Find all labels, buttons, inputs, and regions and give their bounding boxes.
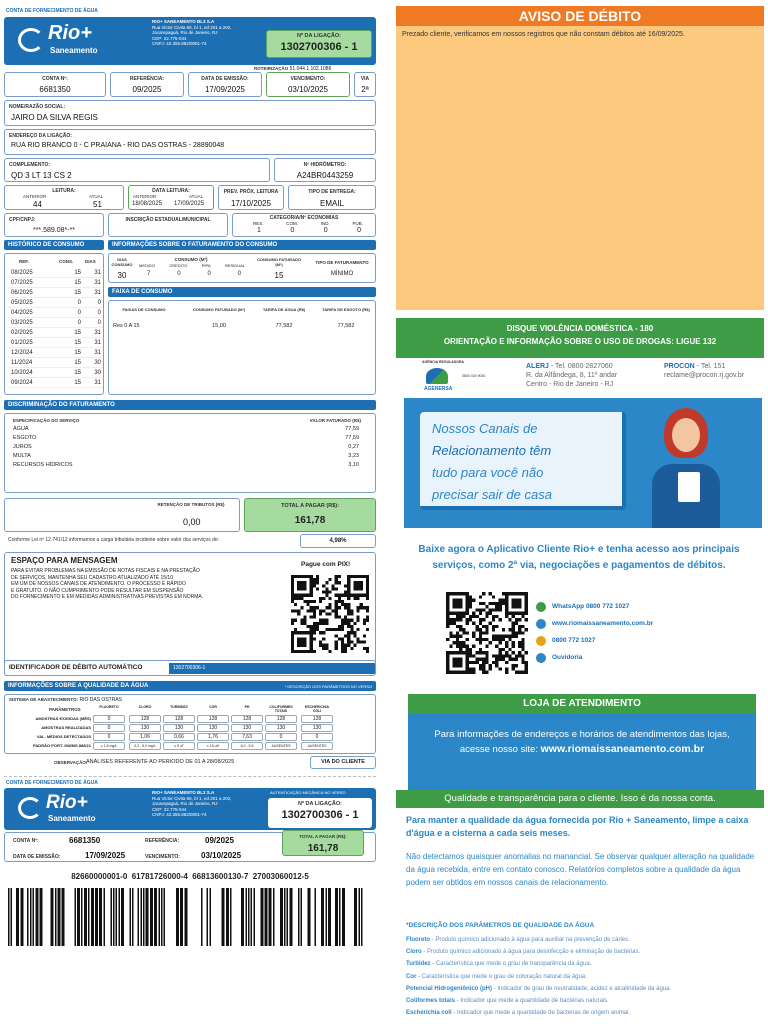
param-item: Cloro - Produto químico adicionado à água para desinfecção e eliminação de bactérias.	[406, 949, 641, 956]
transparencia-bar: Qualidade e transparência para o cliente. Isso é da nossa conta.	[396, 790, 764, 808]
historico-row: 04/2025 0 0	[7, 308, 103, 318]
chat-icon	[536, 653, 546, 663]
logo-swirl-icon	[18, 28, 44, 52]
qualidade-cell: ≤ 15 uH	[197, 742, 229, 750]
qualidade-cell: ≤ 5 uT	[163, 742, 195, 750]
transparencia-body: Não detectamos quaisquer anomalias no manancial. Se observar qualquer alteração na qualidade da água recebida, entre em contato conosco. Relatórios completos sobre a qualidade da água podem ser obtidos em nossos canais de relacionamento.	[406, 852, 755, 887]
contact-item[interactable]: WhatsApp 0800 772 1027	[536, 598, 756, 615]
lei-pct-box: 4,98%	[300, 534, 376, 548]
lei-text: Conforme Lei nº 12.741/12 informamos a carga tributária incidente sobre valor dos serviços de:	[8, 537, 220, 543]
stub-top-label: CONTA DE FORNECIMENTO DE ÁGUA	[6, 780, 98, 786]
loja-box: LOJA DE ATENDIMENTO Para informações de endereços e horários de atendimentos das lojas, acesse nosso site: www.riomaissaneamento.com.br	[408, 694, 756, 790]
qualidade-cell: 0,66	[163, 733, 195, 741]
historico-row: 08/2025 15 31	[7, 268, 103, 278]
qualidade-col-header: CLORO	[138, 705, 152, 709]
qualidade-cell: AUSENTES	[265, 742, 297, 750]
barcode-digits: 82660000001-0 61781726000-4 66813600130-7 27003060012-5	[71, 872, 309, 881]
ligacao-box: Nº DA LIGAÇÃO: 1302700306 - 1	[266, 30, 372, 58]
stub-total-box: TOTAL A PAGAR (R$): 161,78	[282, 830, 364, 856]
barcode	[8, 888, 372, 946]
brand-name: Rio+	[48, 22, 92, 44]
nome-box: NOME/RAZÃO SOCIAL: JAIRO DA SILVA REGIS	[4, 100, 376, 126]
discriminacao-row: RECURSOS HÍDRICOS 3,10	[13, 462, 359, 468]
qualidade-row-label: AMOSTRAS REALIZADAS	[41, 725, 91, 730]
inscricao-box: INSCRIÇÃO ESTADUAL/MUNICIPAL	[108, 213, 228, 237]
param-item: Potencial Hidrogeniônico (pH) - Indicador de grau de neutralidade, acidez e alcalinidade da água.	[406, 985, 672, 992]
aviso-text: Prezado cliente, verificamos em nossos registros que não constam débitos até 16/09/2025.	[402, 31, 685, 38]
alerj-info: ALERJ - Tel. 0800 2827060 R. da Alfândega, 8, 11º andar Centro - Rio de Janeiro - RJ	[526, 363, 618, 388]
qualidade-cell: 130	[163, 724, 195, 732]
stub-details: CONTA Nº: 6681350 REFERÊNCIA: 09/2025 DATA DE EMISSÃO: 17/09/2025 VENCIMENTO: 03/10/2025	[4, 832, 376, 862]
agenersa-mark-icon	[426, 368, 448, 384]
disque-banner: DISQUE VIOLÊNCIA DOMÉSTICA - 180 ORIENTAÇÃO E INFORMAÇÃO SOBRE O USO DE DROGAS: LIGUE 132	[396, 318, 764, 358]
params-list	[406, 934, 762, 1019]
mensagem-box: ESPAÇO PARA MENSAGEM Pague com PIX! PARA EVITAR PROBLEMAS NA EMISSÃO DE NOTAS FISCAIS E NA PRESTAÇÃO DE SERVIÇOS, MANTENHA SEU CADASTRO ATUALIZADO ATÉ 15/10 EM UM DE NOSSOS CANAIS DE ATENDIMENTO. O PROCESSO É RÁPIDO E GRATUITO. O NÃO CUMPRIMENTO PODE RESULTAR EM SUSPENSÃO DO FORNECIMENTO E EM MEDIDAS ADMINISTRATIVAS PREVISTAS EM NORMA.	[4, 552, 376, 676]
observacao: OBSERVAÇÃO: ANÁLISES REFERENTE AO PERIODO DE 01 A 28/08/2025 VIA DO CLIENTE	[4, 756, 376, 770]
qualidade-cell: 130	[301, 724, 333, 732]
stub-auth-label: AUTENTICAÇÃO MECÂNICA NO VERSO	[270, 790, 346, 795]
qualidade-row-label: VAL. MÉDIOS DETECTADOS	[36, 734, 91, 739]
data-leitura-box: DATA LEITURA: ANTERIOR ATUAL 18/08/2025 17/09/2025	[128, 185, 214, 210]
discriminacao-row: JUROS 0,27	[13, 444, 359, 450]
leitura-box: LEITURA: ANTERIOR ATUAL 44 51	[4, 185, 124, 210]
globe-icon	[536, 619, 546, 629]
top-label: CONTA DE FORNECIMENTO DE ÁGUA	[6, 8, 98, 14]
qualidade-cell: 128	[301, 715, 333, 723]
faturamento-title: INFORMAÇÕES SOBRE O FATURAMENTO DO CONSUMO	[108, 240, 376, 250]
faixa-title: FAIXA DE CONSUMO	[108, 287, 376, 297]
qualidade-cell: 1,06	[129, 733, 161, 741]
qualidade-cell: 0	[265, 733, 297, 741]
emissao-box: DATA DE EMISSÃO: 17/09/2025	[188, 72, 262, 97]
aviso-box	[396, 6, 764, 310]
hidrometro-box: Nº HIDRÔMETRO: A24BR0443259	[274, 158, 376, 182]
qualidade-cell: 1,76	[197, 733, 229, 741]
qualidade-cell: 130	[231, 724, 263, 732]
debito-auto-label: IDENTIFICADOR DE DÉBITO AUTOMÁTICO 1302700306-1	[4, 660, 376, 676]
qualidade-cell: 128	[129, 715, 161, 723]
total-box: TOTAL A PAGAR (R$): 161,78	[244, 498, 376, 532]
discriminacao-table: ESPECIFICAÇÃO DO SERVIÇO VALOR FATURADO (R$) ÁGUA 77,59 ESGOTO 77,59 JUROS 0,27 MULTA 3,23 RECURSOS HÍDRICOS 3,10	[4, 413, 376, 493]
phone-icon	[536, 636, 546, 646]
historico-row: 02/2025 15 31	[7, 328, 103, 338]
loja-site-link[interactable]: www.riomaissaneamento.com.br	[540, 743, 705, 755]
historico-row: 01/2025 15 31	[7, 338, 103, 348]
historico-title: HISTÓRICO DE CONSUMO	[4, 240, 104, 250]
discriminacao-title: DISCRIMINAÇÃO DO FATURAMENTO	[4, 400, 376, 410]
param-item: Turbidez - Característica que mede o grau de transparência da água.	[406, 961, 592, 968]
contact-item[interactable]: 0800 772 1027	[536, 632, 756, 649]
via-box: VIA 2ª	[354, 72, 376, 97]
stub-ligacao-box: Nº DA LIGAÇÃO: 1302700306 - 1	[268, 798, 372, 828]
qualidade-cell: 128	[197, 715, 229, 723]
bill-right-column	[396, 6, 764, 1022]
qualidade-title: INFORMAÇÕES SOBRE A QUALIDADE DA ÁGUA * DESCRIÇÃO DOS PARÂMETROS NO VERSO	[4, 681, 376, 691]
faixa-table: FAIXAS DE CONSUMO CONSUMO FATURADO (M³) TARIFA DE ÁGUA (R$) TARIFA DE ESGOTO (R$) Res 0 A 15 15,00 77,582 77,582	[108, 300, 376, 395]
vencimento-box: VENCIMENTO: 03/10/2025	[266, 72, 350, 97]
qualidade-col-header: COR	[209, 705, 217, 709]
contact-item[interactable]: www.riomaissaneamento.com.br	[536, 615, 756, 632]
qualidade-cell: ≤ 1,5 mg/L	[93, 742, 125, 750]
roteirizacao: ROTEIRIZAÇÃO 51.044.1.102.1086	[254, 66, 332, 72]
qualidade-cell: 130	[265, 724, 297, 732]
param-item: Coliformes totais - Indicador que mede a quantidade de bactérias naturais.	[406, 998, 609, 1005]
qualidade-row-label: PADRÃO PORT. GM/MS 888/21	[33, 743, 91, 748]
prev-leitura-box: PREV. PRÓX. LEITURA 17/10/2025	[218, 185, 284, 210]
brand-sub: Saneamento	[50, 46, 98, 55]
qualidade-row-label: AMOSTRAS EXIGIDAS (MÊS)	[35, 716, 91, 721]
qualidade-cell: 0	[93, 715, 125, 723]
qualidade-table: SISTEMA DE ABASTECIMENTO: RIO DAS OSTRAS PARÂMETROS FLUORETO CLORO TURBIDEZ COR PH COLIFORMES TOTAIS ESCHERICHIA COLI AMOSTRAS EXIGIDAS (MÊS) 0 128 128 128 128 128 128 AMOSTRAS REALIZADAS 0 130 130 130 130 130 130 VAL. MÉDIOS DETECTADOS 0 1,06 0,66 1,76 7,63 0 0 PADRÃO PORT. GM/MS 888/21 ≤ 1,5 mg/L 0,2 - 5,0 mg/L ≤ 5 uT ≤ 15 uH 6,0 - 9,5 AUSENTES AUSENTES	[4, 694, 376, 754]
param-item: Fluoreto - Produto químico adicionado à água para auxiliar na prevenção de cáries.	[406, 937, 630, 943]
historico-row: 09/2024 15 31	[7, 378, 103, 388]
conta-box: CONTA Nº: 6681350	[4, 72, 106, 97]
cpf-box: CPF/CNPJ: ***.589.08*-**	[4, 213, 104, 237]
pix-qr-code[interactable]	[291, 575, 369, 653]
historico-row: 06/2025 15 31	[7, 288, 103, 298]
brand-logo	[16, 22, 146, 60]
transparencia-headline: Para manter a qualidade da água fornecida por Rio + Saneamento, limpe a caixa d'água e a cisterna a cada seis meses.	[406, 815, 749, 838]
qualidade-cell: 7,63	[231, 733, 263, 741]
qualidade-cell: 128	[231, 715, 263, 723]
referencia-box: REFERÊNCIA: 09/2025	[110, 72, 184, 97]
stub-logo-swirl-icon	[18, 797, 42, 819]
qualidade-col-header: PH	[244, 705, 250, 709]
canais-card: Nossos Canais de Relacionamento têm tudo para você não precisar sair de casa	[420, 412, 626, 510]
qualidade-cell: 0	[93, 724, 125, 732]
qualidade-cell: 0	[93, 733, 125, 741]
historico-row: 11/2024 15 30	[7, 358, 103, 368]
retencao-box: RETENÇÃO DE TRIBUTOS (R$) 0,00	[4, 498, 240, 532]
aviso-title: AVISO DE DÉBITO	[396, 6, 764, 26]
entrega-box: TIPO DE ENTREGA: EMAIL	[288, 185, 376, 210]
stub-company-info: RIO+ SANEAMENTO BL3 S.A Rua Victor Civita 66, bl 1, ed 201 a 202, Jacarepaguá, Rio de Janeiro, RJ CEP: 22.775-044 CNPJ: 42.355.882/0001-74	[152, 790, 232, 817]
historico-row: 07/2025 15 31	[7, 278, 103, 288]
bill-left-column	[4, 4, 376, 1022]
qualidade-cell: 128	[265, 715, 297, 723]
historico-row: 10/2024 15 30	[7, 368, 103, 378]
qualidade-col-header: ESCHERICHIA COLI	[304, 705, 330, 713]
cut-line	[4, 776, 376, 777]
discriminacao-row: ESGOTO 77,59	[13, 435, 359, 441]
historico-row: 03/2025 0 0	[7, 318, 103, 328]
qualidade-cell: 128	[163, 715, 195, 723]
app-text: Baixe agora o Aplicativo Cliente Rio+ e tenha acesso aos principais serviços, como 2ª via, negociações e pagamentos de débitos.	[418, 544, 740, 571]
contacts-list	[536, 598, 756, 666]
qualidade-cell: 6,0 - 9,5	[231, 742, 263, 750]
procon-info: PROCON - Tel. 151 reclame@procon.rj.gov.br	[664, 363, 745, 379]
qualidade-cell: 130	[197, 724, 229, 732]
qualidade-col-header: COLIFORMES TOTAIS	[269, 705, 293, 713]
attendant-illustration	[630, 404, 740, 528]
economias-box: CATEGORIA/Nº ECONOMIAS RES. COM. IND. PUB. 1 0 0 0	[232, 213, 376, 237]
param-item: Cor - Característica que mede o grau de coloração natural da água.	[406, 973, 587, 980]
contact-item[interactable]: Ouvidoria	[536, 649, 756, 666]
faturamento-info: DIAS CONSUMO 30 CONSUMO (M³) MEDIDO CREDITO PIPA RESIDUAL 7 0 0 0 CONSUMO FATURADO (M³) 15 TIPO DE FATURAMENTO MÍNIMO	[108, 253, 376, 283]
historico-row: 12/2024 15 31	[7, 348, 103, 358]
orgaos-panel	[396, 358, 764, 396]
qualidade-cell: 130	[129, 724, 161, 732]
app-qr-code[interactable]	[446, 592, 528, 674]
qualidade-col-header: TURBIDEZ	[170, 705, 188, 709]
historico-row: 05/2025 0 0	[7, 298, 103, 308]
complemento-box: COMPLEMENTO: QD 3 LT 13 CS 2	[4, 158, 270, 182]
stub-brand-logo: Rio+ Saneamento	[16, 792, 146, 826]
company-info: RIO+ SANEAMENTO BL3 S.A Rua Victor Civita 66, bl 1, ed 201 a 202, Jacarepaguá, Rio de Janeiro, RJ CEP: 22.775-044 CNPJ: 42.355.882/0001-74	[152, 19, 232, 46]
discriminacao-row: ÁGUA 77,59	[13, 426, 359, 432]
qualidade-col-header: FLUORETO	[99, 705, 119, 709]
qualidade-cell: 0	[301, 733, 333, 741]
qualidade-cell: 0,2 - 5,0 mg/L	[129, 742, 161, 750]
agenersa-logo: AGÊNCIA REGULADORA AGENERSA 0800 024 9040	[422, 360, 486, 392]
endereco-box: ENDEREÇO DA LIGAÇÃO: RUA RIO BRANCO 0 - C PRAIANA - RIO DAS OSTRAS - 28890048	[4, 129, 376, 155]
discriminacao-row: MULTA 3,23	[13, 453, 359, 459]
param-item: Escherichia coli - Indicador que mede a quantidade de bactérias de origem animal.	[406, 1010, 631, 1017]
qualidade-cell: AUSENTES	[301, 742, 333, 750]
canais-banner	[404, 398, 762, 528]
whatsapp-icon	[536, 602, 546, 612]
params-title: *DESCRIÇÃO DOS PARÂMETROS DE QUALIDADE DA ÁGUA	[406, 922, 595, 929]
historico-table: REF. CONS. DIAS 08/2025 15 31 07/2025 15 31 06/2025 15 31 05/2025 0 0 04/2025 0 0 03/2025 0 0 02/2025 15 31 01/2025 15 31 12/2024 15 31 11/2024 15 30 10/2024 15 30 09/2024 15 31	[4, 253, 104, 395]
